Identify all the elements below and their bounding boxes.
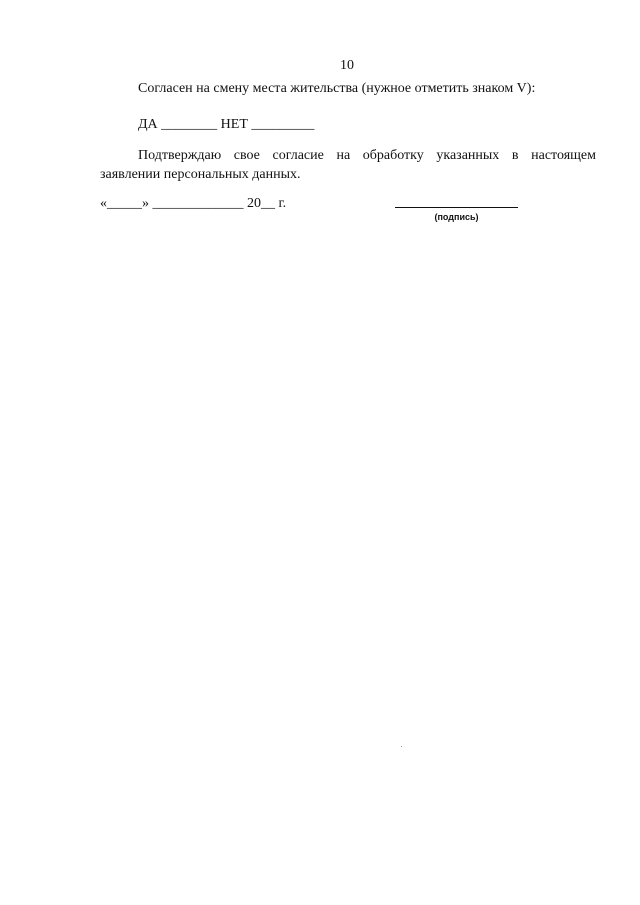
- date-line: «_____» _____________ 20__ г.: [100, 196, 287, 211]
- signature-caption: (подпись): [434, 212, 479, 222]
- signature-line: [395, 207, 518, 208]
- personal-data-consent-line-2: заявлении персональных данных.: [100, 167, 301, 182]
- personal-data-consent: [100, 146, 596, 184]
- relocation-consent-text: Согласен на смену места жительства (нужное отметить знаком V):: [138, 81, 536, 96]
- yes-no-choice-line: ДА ________ НЕТ _________: [138, 117, 315, 132]
- scan-speck: [401, 746, 402, 747]
- page-number: 10: [340, 58, 354, 73]
- personal-data-consent-line-1: Подтверждаю свое согласие на обработку указанных в настоящем: [138, 148, 596, 163]
